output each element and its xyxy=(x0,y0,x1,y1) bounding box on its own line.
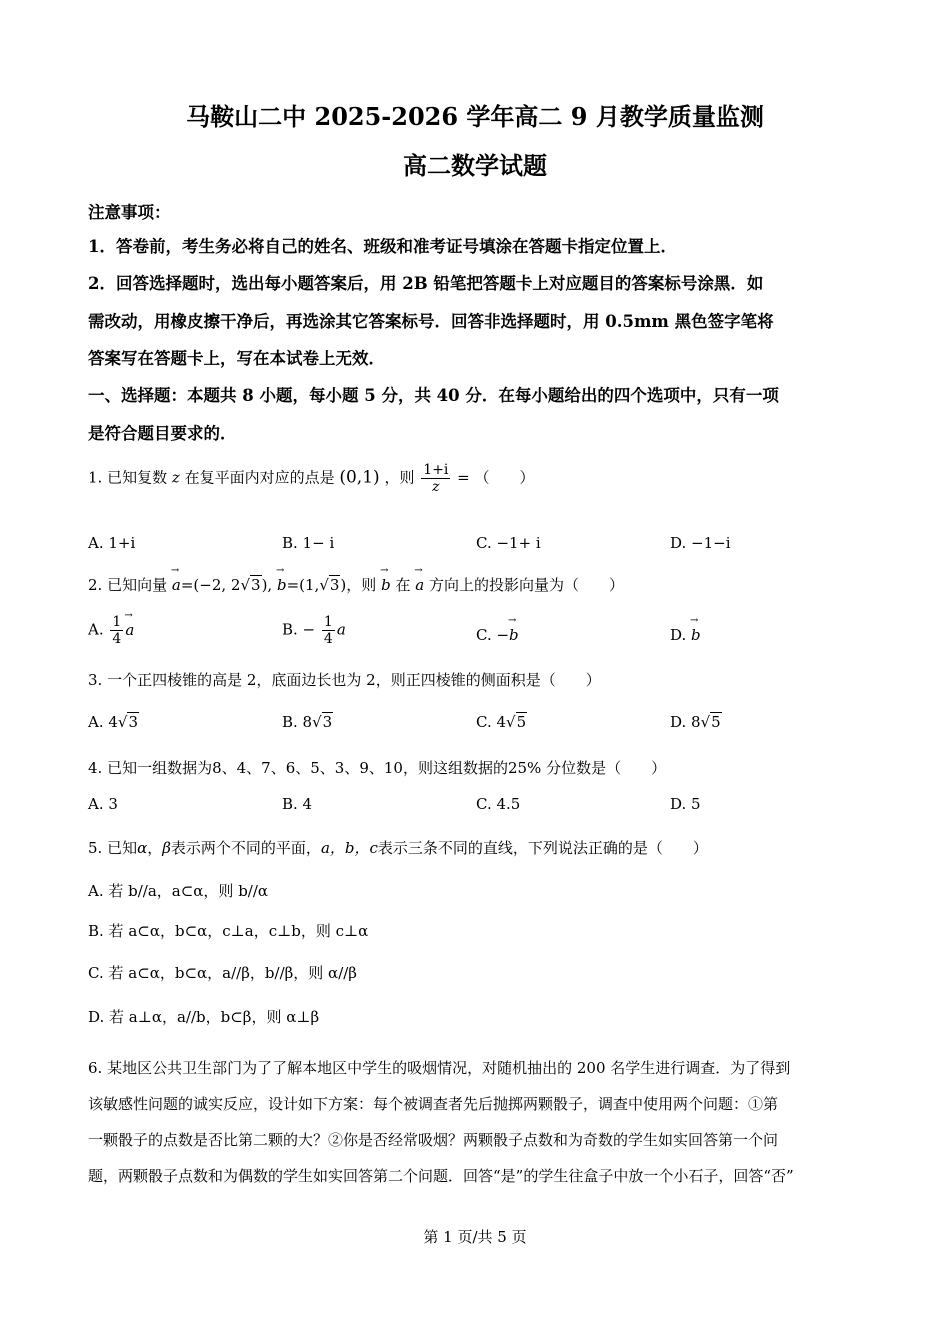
question-1 xyxy=(88,462,868,495)
question-6-line-1: 6. 某地区公共卫生部门为了了解本地区中学生的吸烟情况，对随机抽出的 200 名学生进行调查．为了得到 xyxy=(88,1059,791,1077)
question-6-line-2: 该敏感性问题的诚实反应，设计如下方案：每个被调查者先后抛掷两颗骰子，调查中使用两个问题：①第 xyxy=(88,1095,779,1113)
q5-option-d: D. 若 a⊥α，a//b，b⊂β，则 α⊥β xyxy=(88,1008,320,1026)
q2-vector-a: → a xyxy=(172,576,181,594)
q2-sqrt-3-a: √3 xyxy=(240,576,261,594)
q2-option-d-vector: → b xyxy=(691,626,701,644)
q1-paren: （ ） xyxy=(474,468,535,487)
q1-text-c: ，则 xyxy=(384,468,415,487)
q1-equals: = xyxy=(457,468,470,487)
q5-lines: a，b，c xyxy=(320,839,378,857)
note-2-line-2: 需改动，用橡皮擦干净后，再选涂其它答案标号．回答非选择题时，用 0.5mm 黑色签字笔将 xyxy=(88,312,774,331)
q2-sqrt-3-b: √3 xyxy=(319,576,340,594)
q2-option-b: B. − $\frac{1}{4}$ a xyxy=(282,614,346,648)
q1-option-c: C. −1+ i xyxy=(476,534,541,552)
q1-var-z: z xyxy=(171,468,180,487)
q1-fraction-den: z xyxy=(432,479,440,496)
q5-option-a: A. 若 b//a，a⊂α，则 b//α xyxy=(88,882,269,900)
note-2-line-1: 2．回答选择题时，选出每小题答案后，用 2B 铅笔把答题卡上对应题目的答案标号涂黑．如 xyxy=(88,274,764,293)
q1-fraction-num: 1+i xyxy=(423,462,449,478)
q2-option-c-vector: → b xyxy=(509,626,519,644)
q1-option-a: A. 1+i xyxy=(88,534,136,552)
q4-option-c: C. 4.5 xyxy=(476,795,521,813)
q2-vector-b-value: =(1, xyxy=(286,576,320,594)
q1-text-a: 1. 已知复数 xyxy=(88,468,168,487)
q1-point: (0,1) xyxy=(339,467,380,488)
question-6-line-3: 一颗骰子的点数是否比第二颗的大？②你是否经常吸烟？两颗骰子点数和为奇数的学生如实回答第一个问 xyxy=(88,1131,779,1149)
q1-option-d: D. −1−i xyxy=(670,534,731,552)
q4-option-a: A. 3 xyxy=(88,795,118,813)
q1-text-b: 在复平面内对应的点是 xyxy=(184,468,335,487)
q3-option-a: A. 4√3 xyxy=(88,713,139,731)
q1-option-b: B. 1− i xyxy=(282,534,335,552)
q2-text-e: 在 xyxy=(395,576,411,594)
q4-option-d: D. 5 xyxy=(670,795,701,813)
question-6-line-4: 题，两颗骰子点数和为偶数的学生如实回答第二个问题．回答“是”的学生往盒子中放一个小石子，回答“否” xyxy=(88,1167,794,1185)
q2-text-f: 方向上的投影向量为（ ） xyxy=(429,576,625,594)
q2-vector-b: → b xyxy=(277,576,287,594)
q1-fraction xyxy=(421,462,450,495)
q5-alpha: α xyxy=(137,839,148,857)
q2-option-a-vector: → a xyxy=(125,621,134,639)
question-3: 3. 一个正四棱锥的高是 2，底面边长也为 2，则正四棱锥的侧面积是（ ） xyxy=(88,671,601,689)
page-footer: 第 1 页/共 5 页 xyxy=(423,1228,527,1246)
section-1-line-1: 一、选择题：本题共 8 小题，每小题 5 分，共 40 分．在每小题给出的四个选项中，只有一项 xyxy=(88,386,779,405)
q3-option-b: B. 8√3 xyxy=(282,713,333,731)
exam-title: 马鞍山二中 2025-2026 学年高二 9 月教学质量监测 xyxy=(186,102,764,131)
q2-option-a: A. $\frac{1}{4}$ → a xyxy=(88,614,134,647)
q5-beta: β xyxy=(162,839,171,857)
q2-option-b-var: a xyxy=(336,620,346,639)
q5-option-c: C. 若 a⊂α，b⊂α，a//β，b//β，则 α//β xyxy=(88,964,357,982)
q4-option-b: B. 4 xyxy=(282,795,313,813)
q2-option-a-fraction: $\frac{1}{4}$ xyxy=(112,614,122,648)
q2-text-a: 2. 已知向量 xyxy=(88,576,168,594)
question-4: 4. 已知一组数据为8、4、7、6、5、3、9、10，则这组数据的25% 分位数是（ ） xyxy=(88,759,667,777)
q2-vector-a-ref: → a xyxy=(415,576,424,594)
section-1-line-2: 是符合题目要求的． xyxy=(88,424,237,443)
question-2: 2. 已知向量 → a=(−2, 2√3), → b=(1,√3)，则 → b 在 → a 方向上的投影向量为（ ） xyxy=(88,574,868,595)
note-2-line-3: 答案写在答题卡上，写在本试卷上无效． xyxy=(88,349,385,368)
q2-close-a: ) xyxy=(261,576,268,594)
exam-subtitle: 高二数学试题 xyxy=(403,151,547,180)
notes-heading: 注意事项： xyxy=(88,203,171,222)
note-1: 1．答卷前，考生务必将自己的姓名、班级和准考证号填涂在答题卡指定位置上． xyxy=(88,237,677,256)
q3-option-c: C. 4√5 xyxy=(476,713,527,731)
q2-vector-b-ref: → b xyxy=(381,576,391,594)
q2-option-d: D. → b xyxy=(670,626,701,644)
question-5: 5. 已知α，β表示两个不同的平面，a，b，c表示三条不同的直线，下列说法正确的是（ ） xyxy=(88,839,708,857)
q2-vector-a-value: =(−2, 2 xyxy=(180,576,241,594)
q5-option-b: B. 若 a⊂α，b⊂α，c⊥a，c⊥b，则 c⊥α xyxy=(88,922,369,940)
q2-text-d: ，则 xyxy=(346,576,377,594)
q2-close-b: ) xyxy=(340,576,347,594)
q2-option-c: C. −→ b xyxy=(476,626,519,644)
q2-option-b-fraction: $\frac{1}{4}$ xyxy=(323,614,333,648)
q3-option-d: D. 8√5 xyxy=(670,713,721,731)
